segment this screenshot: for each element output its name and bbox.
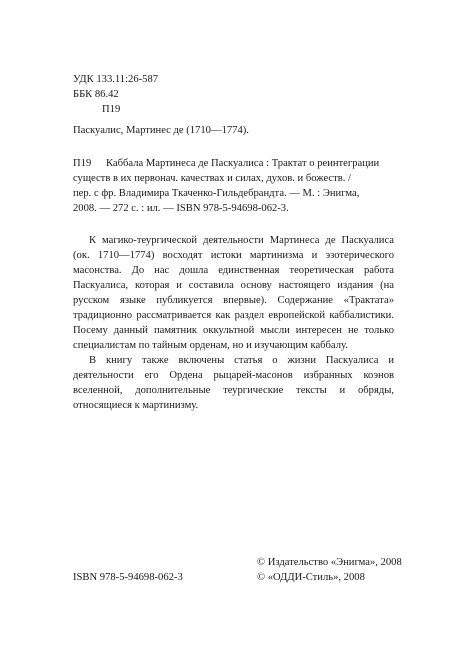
author-heading: Паскуалис, Мартинес де (1710—1774).: [73, 125, 249, 136]
bbk-code: ББК 86.42: [73, 89, 119, 100]
udk-code: УДК 133.11:26-587: [73, 74, 159, 85]
catalog-line-3: пер. с фр. Владимира Ткаченко-Гильдебрандта. — М. : Энигма,: [73, 188, 360, 199]
classification-block: [73, 72, 158, 117]
catalog-line-2: существ в их первонач. качествах и силах, духов. и божеств. /: [73, 173, 352, 184]
catalog-line-4: 2008. — 272 с. : ил. — ISBN 978-5-94698-062-3.: [73, 203, 289, 214]
catalog-line-1: Каббала Мартинеса де Паскуалиса : Трактат о реинтеграции: [106, 158, 380, 169]
annotation-paragraph-2: В книгу также включены статья о жизни Паскуалиса и деятельности его Ордена рыцарей-масонов избранных коэнов вселенной, дополнительные теургические тексты и обряды, относящиеся к мартинизму.: [73, 355, 394, 411]
catalog-author-mark: П19: [73, 158, 92, 169]
annotation-paragraph-1: К магико-теургической деятельности Мартинеса де Паскуалиса (ок. 1710—1774) восходят истоки мартинизма и эзотерического масонства. До нас дошла единственная теоретическая работа Паскуалиса, которая и составила основу настоящего издания (на русском языке публикуется впервые). Содержание «Трактата» традиционно рассматривается как раздел европейской каббалистики. Посему данный памятник оккультной мысли интересен не только специалистам по тайным орденам, но и изучающим каббалу.: [73, 235, 394, 351]
isbn: ISBN 978-5-94698-062-3: [73, 572, 183, 583]
copyright-block: [257, 555, 402, 585]
copyright-publisher: © Издательство «Энигма», 2008: [257, 557, 402, 568]
catalog-description: [73, 156, 393, 216]
catalog-entry: [73, 156, 393, 216]
copyright-design: © «ОДДИ-Стиль», 2008: [257, 572, 365, 583]
annotation: [73, 233, 394, 413]
author-mark: П19: [102, 104, 121, 115]
